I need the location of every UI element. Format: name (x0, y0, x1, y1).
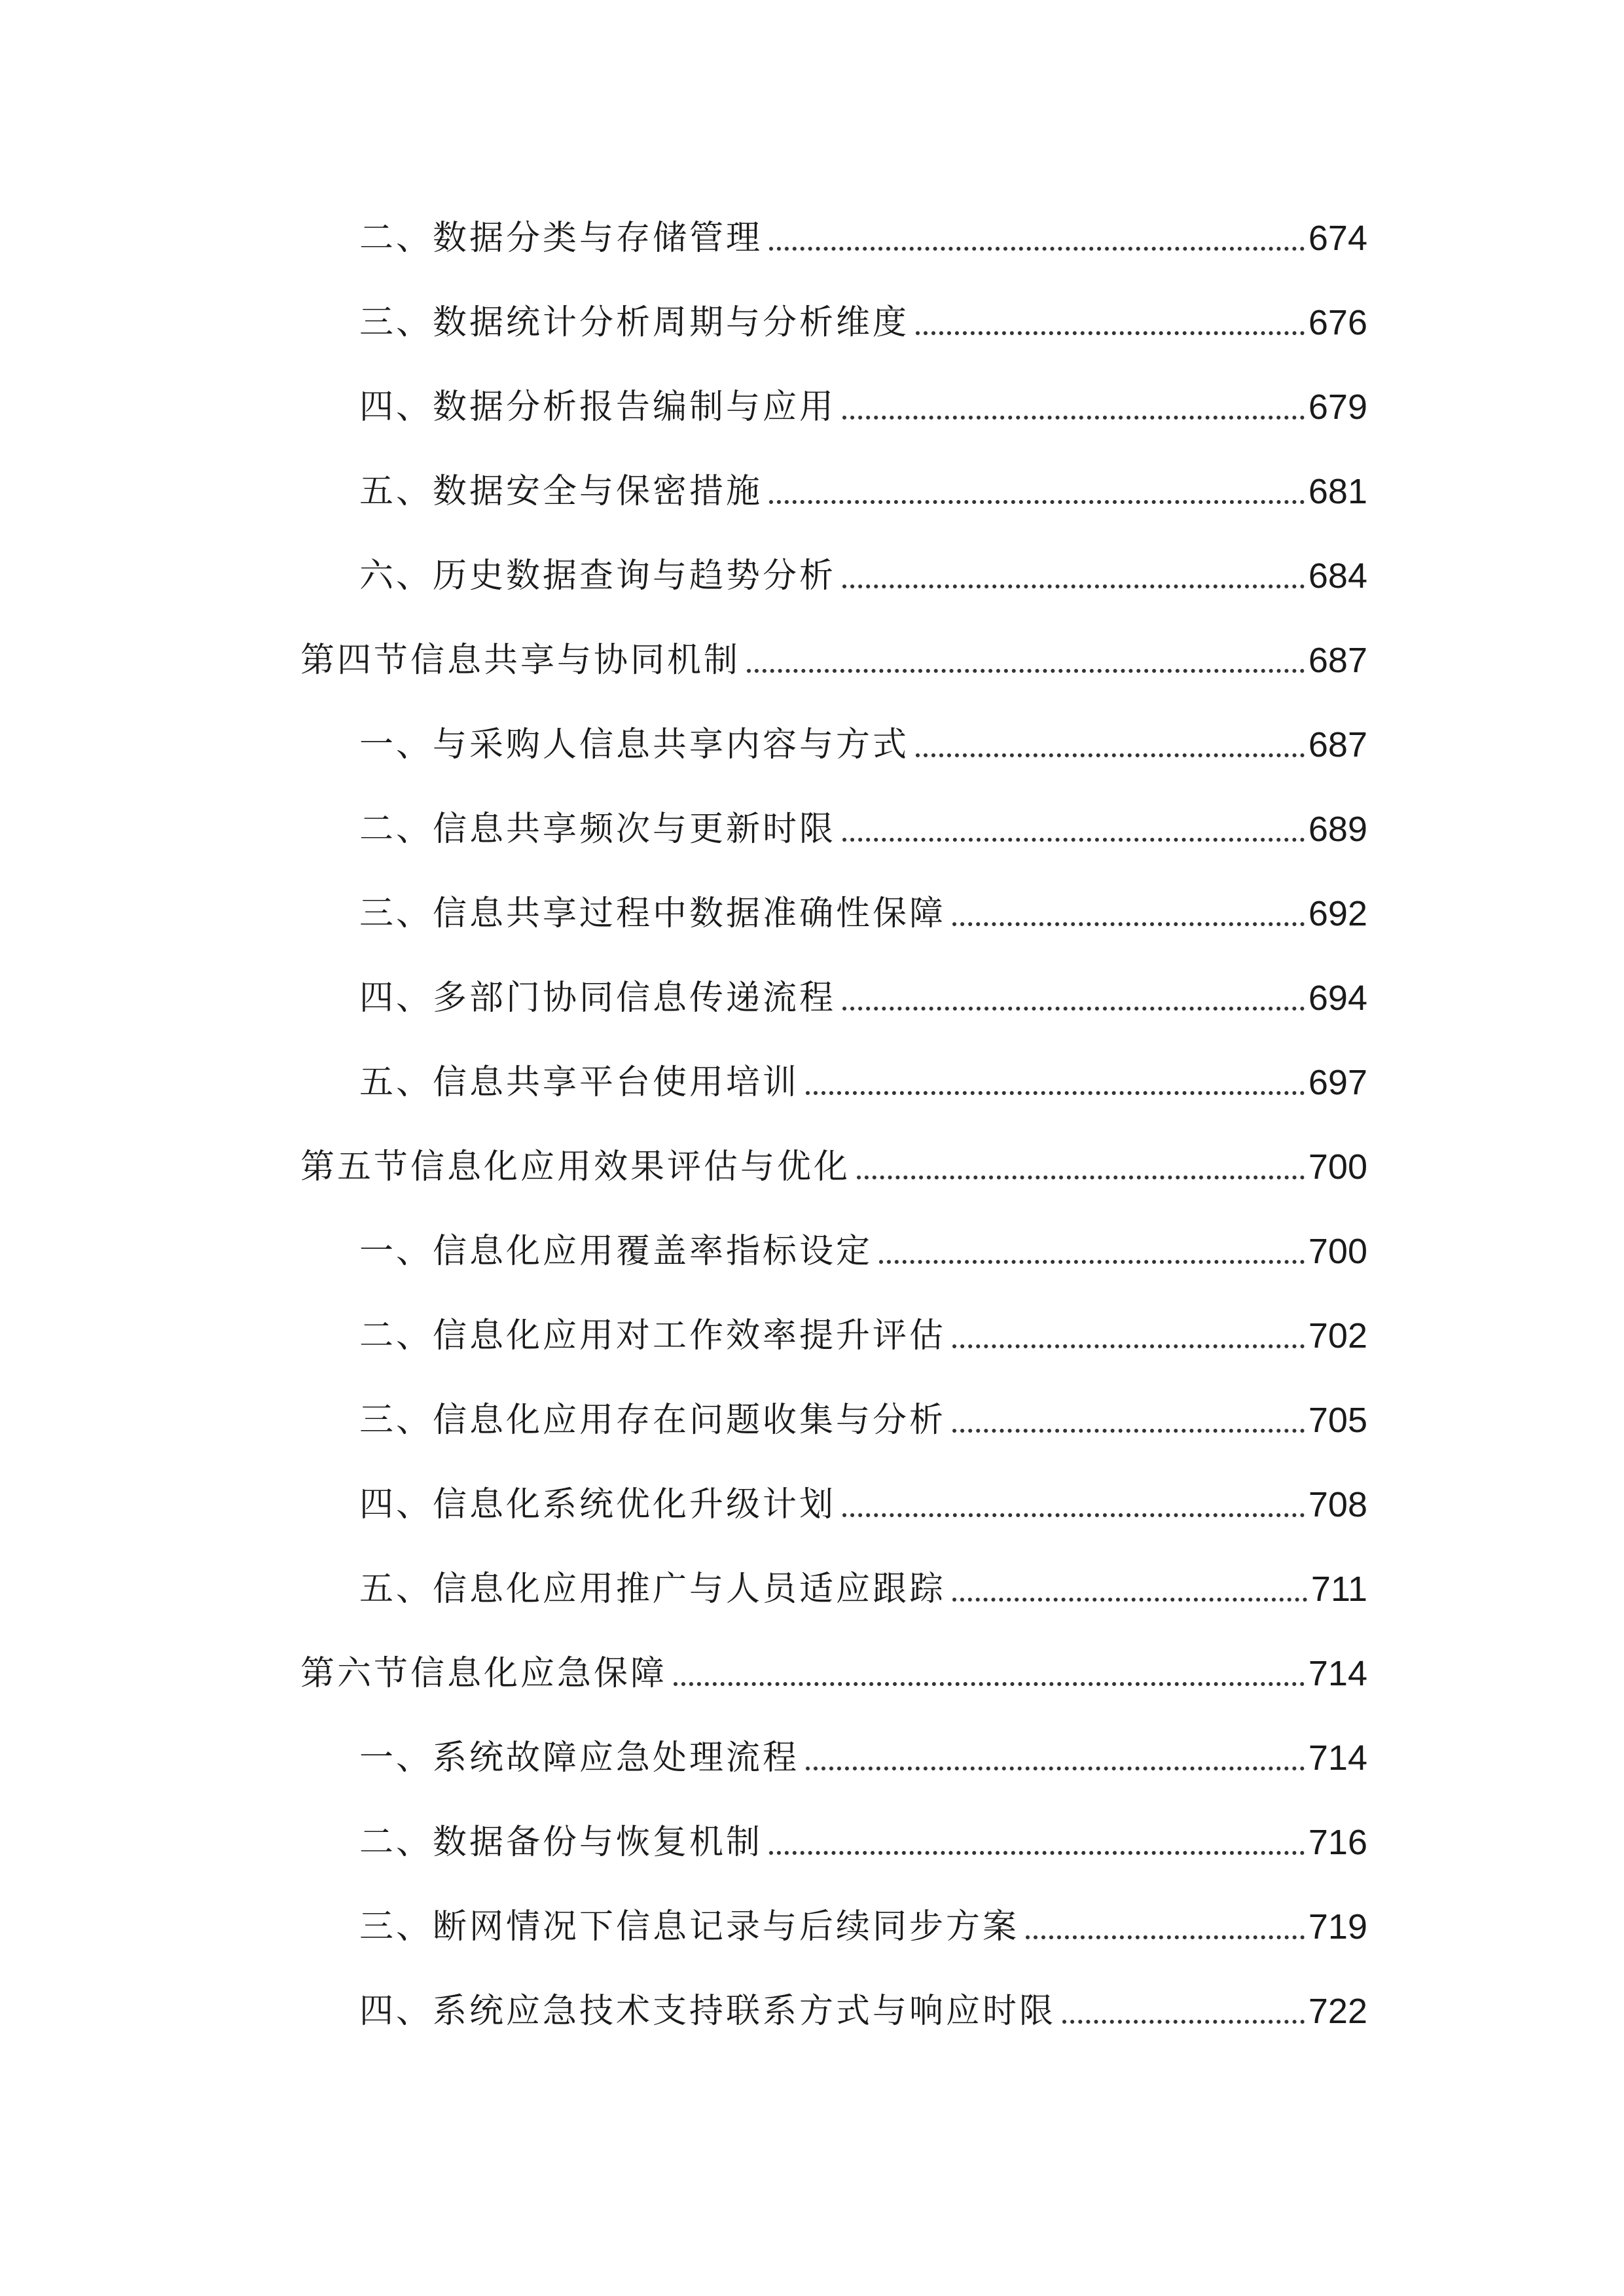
toc-entry-title: 二、信息化应用对工作效率提升评估 (359, 1316, 947, 1355)
toc-entry-title: 五、信息化应用推广与人员适应跟踪 (359, 1570, 947, 1609)
toc-dot-leader (806, 1767, 1305, 1770)
toc-dot-leader (952, 922, 1305, 926)
toc-entry-title: 一、与采购人信息共享内容与方式 (359, 725, 910, 764)
toc-entry[interactable] (359, 891, 1367, 937)
toc-entry-title: 三、断网情况下信息记录与后续同步方案 (359, 1907, 1020, 1946)
toc-entry[interactable] (359, 469, 1367, 514)
toc-entry-title: 三、信息共享过程中数据准确性保障 (359, 894, 947, 933)
toc-entry[interactable] (359, 1904, 1367, 1950)
toc-page-number: 697 (1308, 1063, 1367, 1102)
toc-entry-title: 四、系统应急技术支持联系方式与响应时限 (359, 1992, 1056, 2031)
toc-entry-title: 一、系统故障应急处理流程 (359, 1738, 800, 1778)
toc-entry[interactable] (359, 722, 1367, 768)
toc-page-number: 722 (1308, 1992, 1367, 2031)
toc-dot-leader (747, 669, 1305, 673)
toc-entry[interactable] (359, 975, 1367, 1021)
toc-entry-title: 六、历史数据查询与趋势分析 (359, 556, 837, 596)
toc-page-number: 694 (1308, 978, 1367, 1018)
toc-entry[interactable] (359, 300, 1367, 346)
toc-page-number: 681 (1308, 472, 1367, 511)
toc-entry[interactable] (359, 806, 1367, 852)
toc-page-number: 714 (1308, 1738, 1367, 1778)
toc-dot-leader (806, 1091, 1305, 1095)
toc-page-number: 687 (1308, 725, 1367, 764)
toc-entry-title: 五、数据安全与保密措施 (359, 472, 763, 511)
toc-dot-leader (952, 1429, 1305, 1433)
toc-entry[interactable] (359, 1988, 1367, 2034)
toc-section-entry[interactable] (300, 637, 1367, 683)
toc-page-number: 676 (1308, 303, 1367, 342)
toc-entry-title: 四、信息化系统优化升级计划 (359, 1485, 837, 1524)
toc-page-number: 684 (1308, 556, 1367, 596)
toc-dot-leader (916, 753, 1305, 757)
toc-entry-title: 三、数据统计分析周期与分析维度 (359, 303, 910, 342)
toc-page-number: 702 (1308, 1316, 1367, 1355)
toc-entry-title: 二、信息共享频次与更新时限 (359, 810, 837, 849)
toc-dot-leader (879, 1260, 1305, 1264)
toc-entry-title: 四、数据分析报告编制与应用 (359, 387, 837, 427)
toc-entry-title: 第六节信息化应急保障 (300, 1654, 668, 1693)
toc-page-number: 700 (1308, 1232, 1367, 1271)
toc-dot-leader (1026, 1935, 1305, 1939)
toc-dot-leader (1062, 2020, 1305, 2024)
toc-entry-title: 五、信息共享平台使用培训 (359, 1063, 800, 1102)
toc-entry-title: 二、数据分类与存储管理 (359, 219, 763, 258)
toc-entry-title: 二、数据备份与恢复机制 (359, 1823, 763, 1862)
toc-page-number: 679 (1308, 387, 1367, 427)
toc-dot-leader (842, 838, 1305, 842)
toc-page-number: 719 (1308, 1907, 1367, 1946)
toc-page-number: 705 (1308, 1401, 1367, 1440)
toc-dot-leader (952, 1344, 1305, 1348)
toc-dot-leader (857, 1175, 1305, 1179)
toc-page-number: 674 (1308, 219, 1367, 258)
toc-entry[interactable] (359, 1820, 1367, 1865)
toc-dot-leader (842, 584, 1305, 588)
toc-dot-leader (769, 247, 1305, 251)
toc-entry[interactable] (359, 553, 1367, 599)
toc-entry[interactable] (359, 1397, 1367, 1443)
toc-entry[interactable] (359, 1060, 1367, 1105)
toc-page-number: 692 (1308, 894, 1367, 933)
toc-entry[interactable] (359, 384, 1367, 430)
toc-dot-leader (842, 416, 1305, 420)
toc-dot-leader (842, 1007, 1305, 1011)
toc-page-number: 708 (1308, 1485, 1367, 1524)
toc-page-number: 711 (1310, 1570, 1367, 1609)
toc-entry-title: 四、多部门协同信息传递流程 (359, 978, 837, 1018)
toc-entry-title: 一、信息化应用覆盖率指标设定 (359, 1232, 873, 1271)
toc-page-number: 689 (1308, 810, 1367, 849)
toc-page-number: 687 (1308, 641, 1367, 680)
toc-dot-leader (769, 1851, 1305, 1855)
toc-section-entry[interactable] (300, 1651, 1367, 1696)
toc-dot-leader (769, 500, 1305, 504)
toc-entry[interactable] (359, 1482, 1367, 1528)
toc-page-number: 700 (1308, 1147, 1367, 1187)
toc-entry[interactable] (359, 215, 1367, 261)
toc-entry-title: 三、信息化应用存在问题收集与分析 (359, 1401, 947, 1440)
toc-entry[interactable] (359, 1313, 1367, 1359)
toc-entry[interactable] (359, 1229, 1367, 1274)
toc-dot-leader (916, 331, 1305, 335)
toc-dot-leader (842, 1513, 1305, 1517)
toc-entry-title: 第五节信息化应用效果评估与优化 (300, 1147, 851, 1187)
toc-dot-leader (952, 1598, 1307, 1602)
toc-section-entry[interactable] (300, 1144, 1367, 1190)
toc-dot-leader (674, 1682, 1305, 1686)
toc-entry[interactable] (359, 1735, 1367, 1781)
toc-entry[interactable] (359, 1566, 1367, 1612)
toc-page-number: 716 (1308, 1823, 1367, 1862)
toc-page-number: 714 (1308, 1654, 1367, 1693)
toc-entry-title: 第四节信息共享与协同机制 (300, 641, 741, 680)
